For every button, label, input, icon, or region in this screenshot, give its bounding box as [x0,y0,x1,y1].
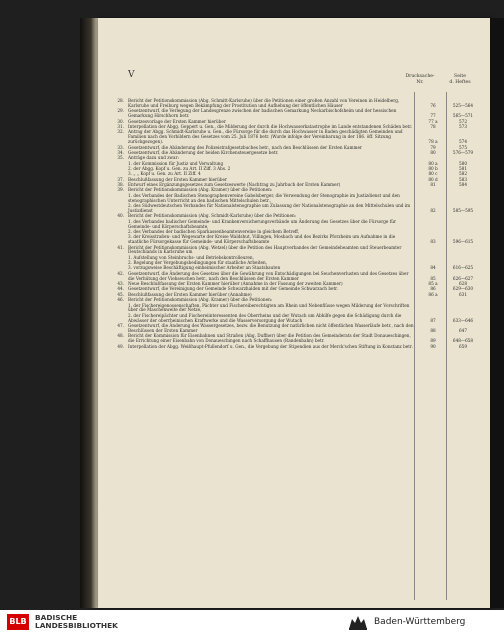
entry-drucksache: 83 [430,239,436,245]
entry-text: Anträge dazu und zwar: [128,155,179,161]
page-number: V [128,70,135,80]
entry-number: 42. [117,270,124,276]
list-item [116,109,480,119]
entry-drucksache: 77 [430,113,436,119]
entry-number: 28. [117,98,124,103]
entry-page: 648—658 [452,338,474,344]
entry-text: 1. der Fischereigenossenschaften, Pächter und Fischereiberechtigten am Rhein und Nebenflüsse wegen Milderung der Vorschriften über die Maschenweite der Netze, [128,302,410,313]
entry-drucksache: 86 [430,286,436,292]
entry-drucksache: 85 [430,275,436,281]
entry-number: 41. [117,244,124,250]
entry-drucksache: 86 a [428,291,438,297]
entry-text: Bericht der Petitionskommission (Abg. Kramer) über die Petitionen: [128,297,273,303]
entry-page: 576—579 [452,149,474,155]
list-item [116,345,480,350]
entry-drucksache: 85 a [428,281,438,287]
entry-text: Bericht der Petitionskommission (Abg. Wetzel) über die Petition des Hauptverbandes der Gemeindebeamten und Steuerbeamter Deutschlands in Karlsruhe um [128,244,402,255]
page-edge [490,18,504,608]
entry-number: 37. [117,176,124,182]
list-item [116,246,480,256]
entry-number: 34. [117,149,124,155]
entry-number: 31. [117,123,124,129]
book-gutter [80,18,98,608]
entry-drucksache: 78 a [428,139,438,145]
entry-text: Bericht der Kommission für Eisenbahnen und Straßen (Abg. Duffner) über die Petition des Gemeinderats der Stadt Donaueschingen, die Errichtung einer Eisenbahn von Donaueschingen nach Schaffhausen (Randenbahn) betr. [128,333,411,344]
entry-page: 565—571 [452,113,474,119]
entry-text: Interpellation der Abgg. Weißhaupt-Pfullendorf u. Gen., die Vergebung der Stipendien aus der Merck'schen Stiftung in Konstanz betr. [128,343,413,349]
entry-number: 44. [117,286,124,292]
entry-text: Beschlußfassung der Ersten Kammer hierüber [128,176,227,182]
entry-page: 580 [459,160,467,166]
entry-drucksache: 80 d [428,176,438,182]
entry-drucksache: 80 b [428,165,438,171]
entry-number: 32. [117,129,124,135]
drucksache-header: Drucksache- Nr. [405,74,435,85]
table-of-contents [116,99,480,350]
entry-page: 659 [459,343,467,349]
bw-lion-icon[interactable] [346,613,370,631]
entry-page: 626—627 [452,275,474,281]
entry-text: Gesetzesvorlage der Ersten Kammer hierüber [128,118,226,124]
entry-drucksache: 79 [430,144,436,150]
list-item [116,235,480,245]
list-item [116,334,480,344]
entry-page: 616—625 [452,265,474,271]
entry-page: 575 [459,144,467,150]
entry-number: 29. [117,108,124,114]
entry-number: 40. [117,213,124,219]
entry-page: 572 [459,118,467,124]
blb-logo[interactable]: BLB [7,614,29,630]
blb-name[interactable] [35,614,118,631]
entry-text: 3. vorzugsweise Beschäftigung einheimischer Arbeiter an Staatsbauten [128,265,281,271]
entry-drucksache: 77 a [428,118,438,124]
entry-text: 2. des Verbandes der badischen Sparkassenbeamtenvereine in gleichem Betreff, [128,228,300,234]
entry-drucksache: 80 c [428,171,438,177]
entry-number: 47. [117,323,124,329]
entry-page: 628 [459,281,467,287]
entry-text: Gesetzentwurf, die Abänderung des Polizeistrafgesetzbuches betr., nach den Beschlüssen der Ersten Kammer [128,144,362,150]
list-item [116,130,480,145]
entry-text: Gesetzentwurf, die Änderung des Wassergesetzes, bezw. die Benutzung der natürlichen nicht öffentlichen Wasserläufe betr., nach den Beschlüssen der Ersten Kammer [128,323,414,334]
entry-page: 574 [459,139,467,145]
entry-text: 3. der Kreisstraßen- und Wegewarte der Kreise Waldshut, Villingen, Mosbach und des Bezirks Pforzheim um Aufnahme in die staatliche Fürsorgekasse für Gemeinde- und Körperschaftsbeamte [128,234,396,245]
entry-text: 3. „ „ Kopf u. Gen. zu Art. II Ziff. 4 [128,171,201,177]
blb-line-2: LANDESBIBLIOTHEK [35,621,118,631]
entry-page: 573 [459,123,467,129]
entry-text: Interpellation der Abgg. Geppert u. Gen., die Milderung der durch die Hochwasserkatastrophe im Lande entstandenen Schäden betr. [128,123,413,129]
entry-text: 2. Regelung der Vergebungsbedingungen für staatliche Arbeiten, [128,260,268,266]
entry-text: 1. des Verbandes badischer Gemeinde- und Krankenversicherungsverbände um Änderung des Gesetzes über die Fürsorge für Gemeinde- und Körperschaftsbeamte, [128,218,396,229]
blb-line-1: BADISCHE [35,613,78,622]
entry-text: 2. der Fischereipächter und Fischereiinteressenten des Oberrheins und der Wutach um Abhilfe gegen die Schädigung durch die Abwässer der oberrheinischen Kraftwerke und die Wasserversorgung der Wutach [128,312,402,323]
entry-text: Gesetzentwurf, die Änderung des Gesetzes über die Gewährung von Entschädigungen bei Seuchenverlusten und des Gesetzes über die Verhütung der Viehseuchen betr., nach den Beschlüssen der Ersten Kammer [128,270,409,281]
entry-page: 584 [459,181,467,187]
entry-number: 30. [117,118,124,124]
entry-page: 596—615 [452,239,474,245]
entry-number: 39. [117,187,124,193]
entry-page: 647 [459,328,467,334]
entry-drucksache: 84 [430,265,436,271]
entry-page: 581 [459,165,467,171]
entry-drucksache: 87 [430,317,436,323]
entry-number: 38. [117,181,124,187]
entry-text: 1. des Verbandes der Badischen Stenographenvereine Gabelsberger, die Verwendung der Stenographie im Justizdienst und den stenographischen Unterricht an den badischen Mittelschulen betr., [128,192,400,203]
entry-page: 582 [459,171,467,177]
entry-text: Entwurf eines Ergänzungsgesetzes zum Gesetzeswerte (Nachtrag zu Jahrbuch der Ersten Kammer) [128,181,341,187]
bw-label[interactable]: Baden-Württemberg [374,617,466,627]
entry-text: 2. der Abgg. Kopf u. Gen. zu Art. II Ziff. 3 Abs. 2 [128,165,231,171]
entry-number: 46. [117,297,124,303]
entry-text: Beschlußfassung der Ersten Kammer hierüber (Annahme) [128,291,252,297]
entry-drucksache: 80 [430,149,436,155]
entry-text: Gesetzentwurf, die Abänderung der beiden Kirchensteuergesetze betr. [128,149,279,155]
entry-page: 583 [459,176,467,182]
entry-number: 33. [117,144,124,150]
entry-number: 43. [117,281,124,287]
entry-number: 49. [117,343,124,349]
entry-text: 1. der Kommission für Justiz und Verwaltung [128,160,224,166]
entry-text: Gesetzentwurf, die Vereinigung der Gemeinde Schwarzhalden mit der Gemeinde Schwarzach betr. [128,286,339,292]
entry-page: 525—564 [452,102,474,108]
entry-drucksache: 88 [430,328,436,334]
entry-text: Bericht der Petitionskommission (Abg. Schmitt-Karlsruhe) über die Petitionen einer großen Anzahl von Vereinen in Heidelberg, Karlsruhe und Freiburg wegen Bekämpfung der Prostitution und Aufhebung der öffentlichen Häuser [128,98,400,108]
entry-page: 633—646 [452,317,474,323]
entry-number: 48. [117,333,124,339]
entry-text: Antrag der Abgg. Schmidt-Karlsruhe u. Gen., die Fürsorge für die durch das Hochwasser in Baden geschädigten Gemeinden und Familien nach den Vorbildern des Gesetzes vom 25. Juli 1876 betr. (Wurde infolge der Vereinbarung in der 186. öff. Sitzung zurückgezogen). [128,129,403,145]
list-item [116,304,480,314]
entry-drucksache: 81 [430,181,436,187]
entry-number: 35. [117,155,124,161]
entry-drucksache: 90 [430,343,436,349]
entry-text: 2. des Südwestdeutschen Verbandes für Nationalstenographie um Zulassung der Nationalstenographie an den Mittelschulen und im Justizdienst [128,202,411,213]
entry-drucksache: 78 [430,123,436,129]
entry-drucksache: 76 [430,102,436,108]
entry-page: 629—630 [452,286,474,292]
seite-header: Seite d. Heftes [449,74,471,85]
entry-page: 631 [459,291,467,297]
list-item [116,220,480,230]
entry-text: 1. Aufstellung von Steinbruchs- und Betriebskontrolleuren, [128,254,254,260]
entry-page: 585—595 [452,207,474,213]
entry-text: Gesetzentwurf, die Verlegung der Landesgrenze zwischen der badischen Gemarkung Neckarbischofsheim und der hessischen Gemarkung Hirschhorn betr. [128,108,397,119]
entry-drucksache: 89 [430,338,436,344]
entry-drucksache: 80 a [428,160,438,166]
entry-drucksache: 82 [430,207,436,213]
entry-text: Neue Beschlußfassung der Ersten Kammer hierüber (Annahme in der Fassung der zweiten Kammer) [128,281,343,287]
entry-number: 45. [117,291,124,297]
entry-text: Bericht der Petitionskommission (Abg. Schmidt-Karlsruhe) über die Petitionen: [128,213,297,219]
entry-text: Bericht der Petitionskommission (Abg. Kramer) über die Petitionen: [128,187,273,193]
